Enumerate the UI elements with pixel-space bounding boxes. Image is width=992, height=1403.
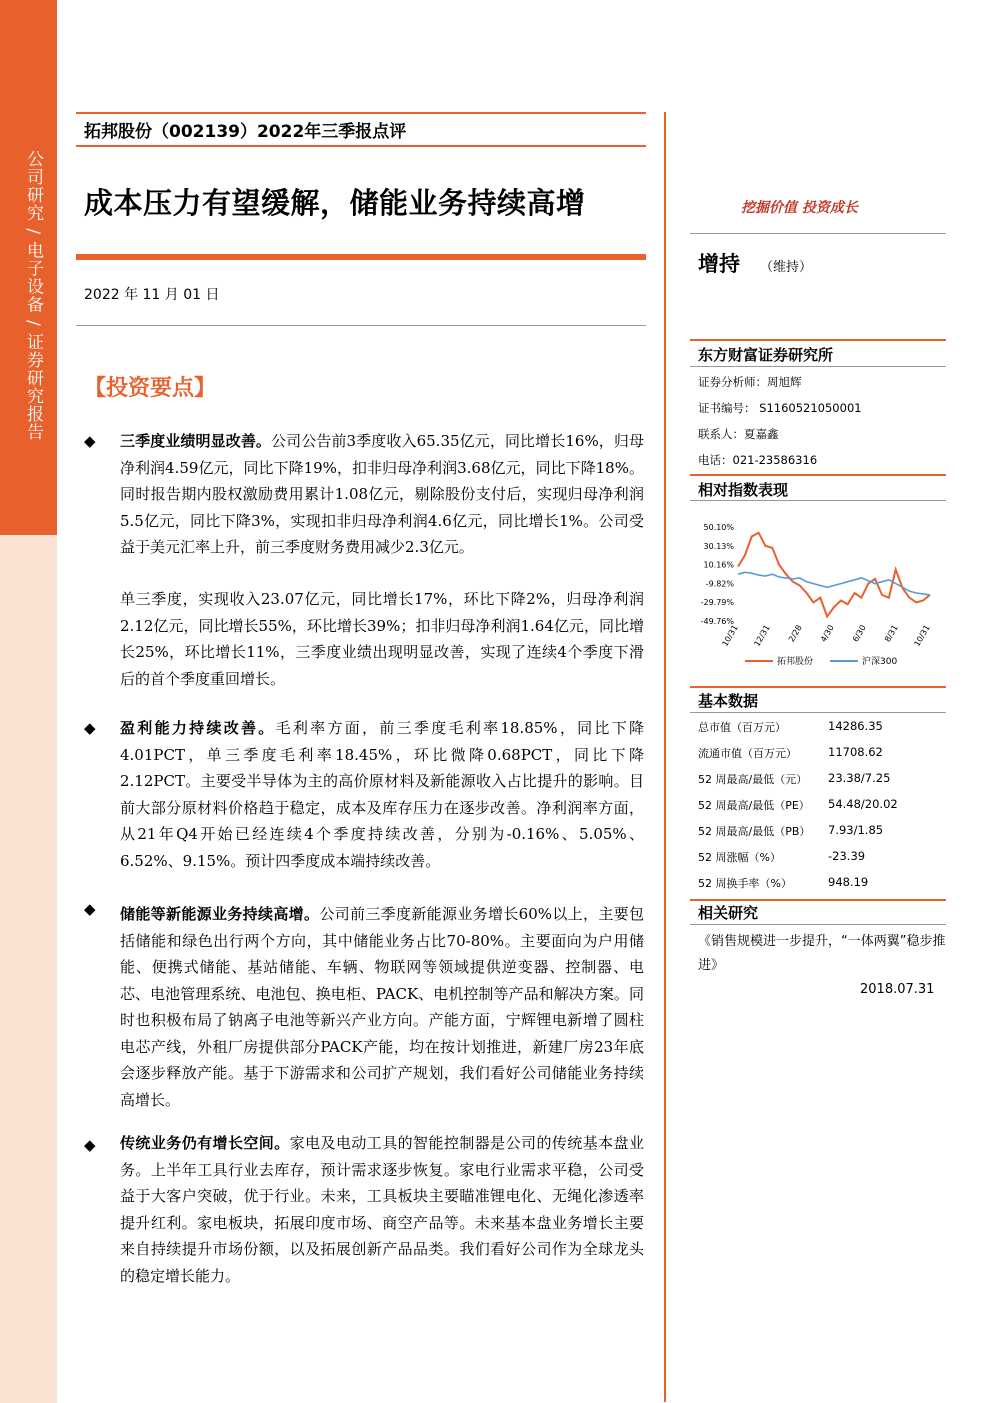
phone: 电话：021-23586316: [698, 453, 818, 467]
y-tick-label: 50.10%: [703, 523, 734, 532]
x-tick-label: 2/28: [786, 623, 804, 644]
section-heading: 【投资要点】: [84, 375, 217, 401]
basic-data-value: 23.38/7.25: [828, 771, 891, 785]
point-2-heading: 盈利能力持续改善。: [120, 719, 276, 737]
report-date: 2022 年 11 月 01 日: [84, 287, 220, 303]
bullet-icon: ◆: [84, 719, 96, 737]
sidebar: [0, 0, 57, 1403]
cert-number: 证书编号： S1160521050001: [698, 401, 862, 415]
point-1-continued: 单三季度，实现收入23.07亿元，同比增长17%，环比下降2%，归母净利润2.12亿元，同比增长55%，环比增长39%；扣非归母净利润1.64亿元，同比增长25%，环比增长11%，三季度业绩出现明显改善，实现了连续4个季度下滑后的首个季度重回增长。: [120, 590, 644, 688]
related-report-date: 2018.07.31: [860, 982, 935, 997]
point-1-text: 公司公告前3季度收入65.35亿元，同比增长16%，归母净利润4.59亿元，同比下降19%，扣非归母净利润3.68亿元，同比下降18%。同时报告期内股权激励费用累计1.08亿元，剔除股份支付后，实现归母净利润5.5亿元，同比下降3%，实现扣非归母净利润4.6亿元，同比增长1%。公司受益于美元汇率上升，前三季度财务费用减少2.3亿元。: [120, 432, 644, 556]
point-2-text: 毛利率方面，前三季度毛利率18.85%，同比下降4.01PCT，单三季度毛利率18.45%，环比微降0.68PCT，同比下降2.12PCT。主要受半导体为主的高价原材料及新能源收入占比提升的影响。目前大部分原材料价格趋于稳定，成本及库存压力在逐步改善。净利润率方面，从21年Q4开始已经连续4个季度持续改善，分别为-0.16%、5.05%、6.52%、9.15%。预计四季度成本端持续改善。: [120, 719, 644, 870]
y-tick-label: -29.79%: [700, 598, 734, 608]
basic-data-value: -23.39: [828, 849, 866, 863]
basic-data-label: 52 周换手率（%）: [698, 877, 792, 890]
x-tick-label: 12/31: [752, 623, 772, 648]
x-tick-label: 6/30: [850, 623, 868, 644]
basic-under-rule: [690, 712, 946, 713]
x-tick-label: 8/31: [882, 623, 900, 644]
point-3-heading: 储能等新能源业务持续高增。: [120, 905, 320, 923]
sidebar-category: 公司研究 / 电子设备 / 证券研究报告: [23, 150, 43, 442]
institute-rule: [690, 339, 946, 341]
x-tick-label: 10/31: [912, 623, 932, 648]
y-tick-label: 30.13%: [703, 541, 734, 551]
basic-data-value: 948.19: [828, 875, 869, 889]
bullet-icon: ◆: [84, 900, 96, 918]
relative-index-chart: [690, 515, 946, 650]
y-tick-label: -49.76%: [700, 617, 734, 626]
bullet-icon: ◆: [84, 432, 96, 450]
x-tick-label: 4/30: [818, 623, 836, 644]
point-4-heading: 传统业务仍有增长空间。: [120, 1134, 290, 1152]
related-heading: 相关研究: [698, 904, 759, 922]
legend-label: 沪深300: [862, 657, 898, 667]
report-type: 拓邦股份（002139）2022年三季报点评: [84, 122, 407, 142]
basic-data-value: 14286.35: [828, 719, 883, 733]
basic-data-label: 流通市值（百万元）: [698, 747, 797, 760]
slogan: 挖掘价值 投资成长: [741, 200, 858, 216]
legend-swatch: [830, 660, 858, 662]
basic-heading: 基本数据: [698, 692, 759, 710]
page-title: 成本压力有望缓解，储能业务持续高增: [84, 186, 586, 220]
slogan-rule: [690, 233, 946, 234]
chart-under-rule: [690, 500, 946, 501]
rating: 增持: [698, 252, 740, 276]
sidebar-tint: [0, 535, 57, 1403]
legend-item-1: [745, 654, 813, 667]
basic-data-label: 52 周最高/最低（PB）: [698, 825, 811, 838]
point-1-heading: 三季度业绩明显改善。: [120, 432, 272, 450]
header-top-rule: [76, 112, 646, 114]
contact: 联系人：夏嘉鑫: [698, 427, 779, 441]
title-underline: [76, 254, 646, 260]
basic-data-label: 52 周涨幅（%）: [698, 851, 781, 864]
header-mid-rule: [76, 145, 646, 147]
legend-swatch: [745, 660, 773, 662]
point-2: [120, 715, 644, 874]
related-under-rule: [690, 924, 946, 925]
y-tick-label: 10.16%: [703, 560, 734, 570]
date-rule: [76, 325, 646, 326]
basic-data-value: 54.48/20.02: [828, 797, 898, 811]
institute-name: 东方财富证券研究所: [698, 346, 834, 364]
basic-head-rule: [690, 686, 946, 688]
analyst: 证券分析师：周旭辉: [698, 375, 802, 389]
basic-data-value: 11708.62: [828, 745, 883, 759]
legend-item-2: [830, 654, 897, 667]
point-3-text: 公司前三季度新能源业务增长60%以上，主要包括储能和绿色出行两个方向，其中储能业务占比70-80%。主要面向为户用储能、便携式储能、基站储能、车辆、物联网等领域提供逆变器、控制器、电芯、电池管理系统、电池包、换电柜、PACK、电机控制等产品和解决方案。同时也积极布局了钠离子电池等新兴产业方向。产能方面，宁辉锂电新增了圆柱电芯产线，外租厂房提供部分PACK产能，均在按计划推进，新建厂房23年底会逐步释放产能。基于下游需求和公司扩产规划，我们看好公司储能业务持续高增长。: [120, 905, 644, 1109]
basic-data-label: 52 周最高/最低（PE）: [698, 799, 810, 812]
basic-data-label: 52 周最高/最低（元）: [698, 773, 808, 786]
x-tick-label: 10/31: [720, 623, 740, 648]
point-4-text: 家电及电动工具的智能控制器是公司的传统基本盘业务。上半年工具行业去库存，预计需求逐步恢复。家电行业需求平稳，公司受益于大客户突破，优于行业。未来，工具板块主要瞄准锂电化、无绳化渗透率提升红利。家电板块，拓展印度市场、商空产品等。未来基本盘业务增长主要来自持续提升市场份额，以及拓展创新产品品类。我们看好公司作为全球龙头的稳定增长能力。: [120, 1134, 644, 1285]
point-3: [120, 901, 644, 1113]
point-4: [120, 1130, 644, 1289]
institute-under-rule: [690, 366, 946, 367]
column-divider: [664, 112, 666, 1402]
related-head-rule: [690, 899, 946, 901]
basic-data-label: 总市值（百万元）: [698, 721, 786, 734]
related-report-link[interactable]: 《销售规模进一步提升，“一体两翼”稳步推进》: [698, 934, 946, 973]
legend-label: 拓邦股份: [777, 657, 814, 667]
basic-data-value: 7.93/1.85: [828, 823, 884, 837]
chart-head-rule: [690, 474, 946, 476]
rating-note: （维持）: [760, 260, 813, 275]
bullet-icon: ◆: [84, 1136, 96, 1154]
series-line-1: [738, 533, 930, 617]
point-1: [120, 428, 644, 561]
chart-heading: 相对指数表现: [698, 481, 789, 499]
y-tick-label: -9.82%: [705, 579, 734, 589]
